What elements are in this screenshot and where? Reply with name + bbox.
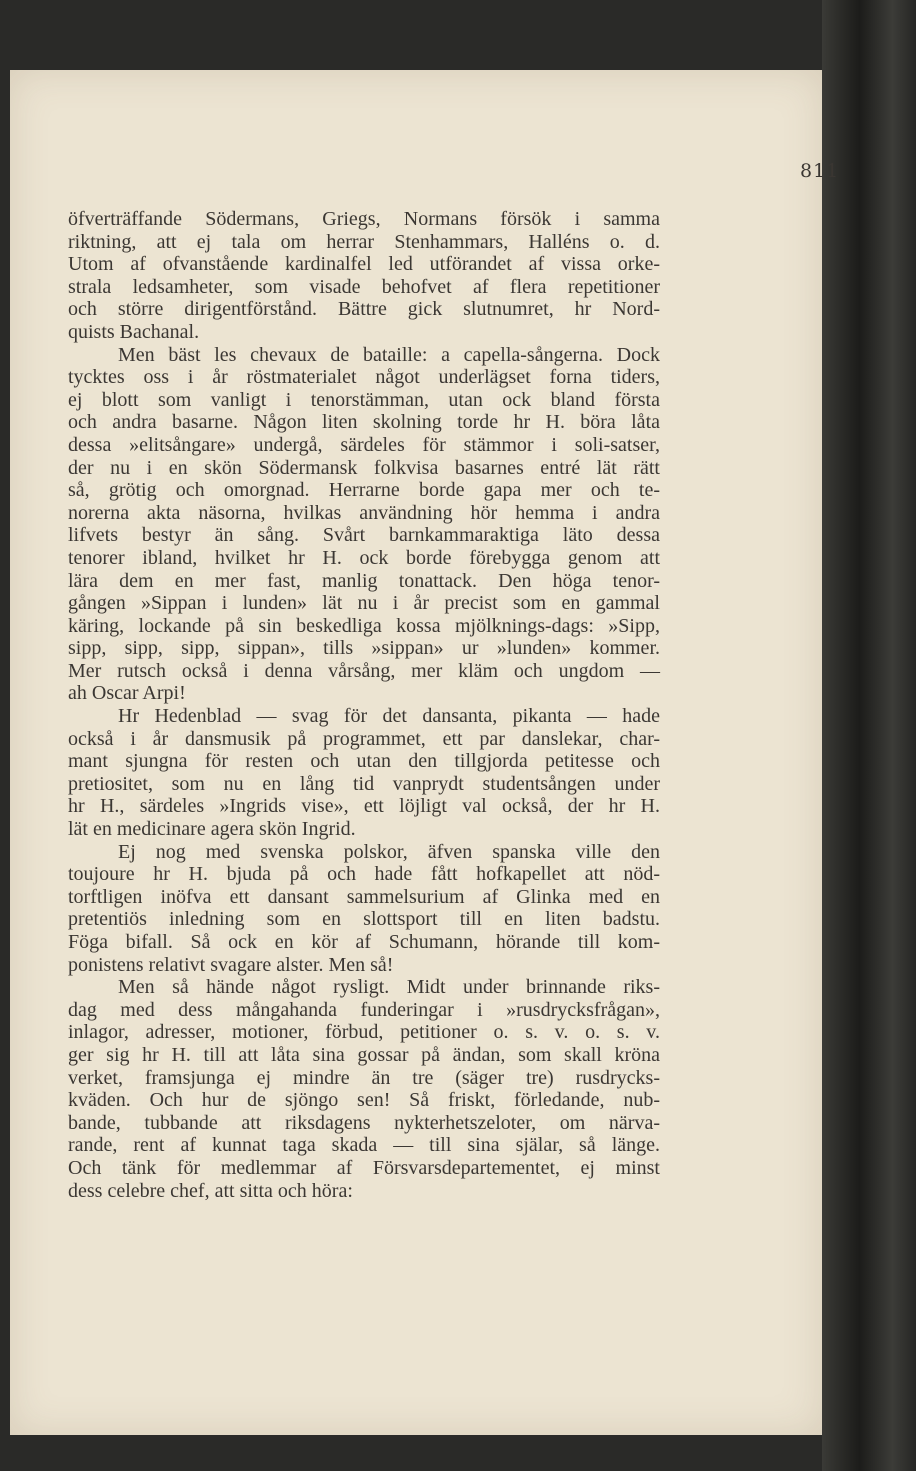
text-line: och andra basarne. Någon liten skolning torde hr H. böra låta (68, 411, 660, 434)
text-line: riktning, att ej tala om herrar Stenhammars, Halléns o. d. (68, 230, 660, 253)
page-number: 811 (800, 160, 840, 182)
text-line: toujoure hr H. bjuda på och hade fått hofkapellet att nöd- (68, 863, 660, 886)
text-line: Och tänk för medlemmar af Försvarsdepartementet, ej minst (68, 1156, 660, 1179)
text-line: käring, lockande på sin beskedliga kossa mjölknings-dags: »Sipp, (68, 614, 660, 637)
text-line: kväden. Och hur de sjöngo sen! Så friskt, förledande, nub- (68, 1089, 660, 1112)
text-line: tycktes oss i år röstmaterialet något underlägset forna tiders, (68, 366, 660, 389)
text-line: lät en medicinare agera skön Ingrid. (68, 818, 356, 841)
page-body-text (68, 208, 660, 1202)
text-line: pretentiös inledning som en slottsport till en liten badstu. (68, 908, 660, 931)
text-line: Mer rutsch också i denna vårsång, mer kläm och ungdom — (68, 659, 660, 682)
scan-background-edge (822, 0, 916, 1471)
text-line: Föga bifall. Så ock en kör af Schumann, hörande till kom- (68, 931, 660, 953)
text-line: dag med dess mångahanda funderingar i »rusdrycksfrågan», (68, 998, 660, 1021)
text-line: gången »Sippan i lunden» lät nu i år precist som en gammal (68, 592, 660, 615)
text-line: sipp, sipp, sipp, sippan», tills »sippan» ur »lunden» kommer. (68, 637, 660, 660)
text-line: inlagor, adresser, motioner, förbud, petitioner o. s. v. o. s. v. (68, 1021, 660, 1044)
text-line: norerna akta näsorna, hvilkas användning hör hemma i andra (68, 501, 660, 524)
text-line: torftligen inöfva ett dansant sammelsurium af Glinka med en (68, 885, 660, 908)
text-line: ponistens relativt svagare alster. Men så! (68, 953, 394, 976)
text-line: dess celebre chef, att sitta och höra: (68, 1179, 353, 1202)
text-line: rande, rent af kunnat taga skada — till sina själar, så länge. (68, 1134, 660, 1157)
text-line: öfverträffande Södermans, Griegs, Normans försök i samma (68, 208, 660, 230)
text-line: quists Bachanal. (68, 320, 200, 343)
text-line: lära dem en mer fast, manlig tonattack. Den höga tenor- (68, 569, 660, 592)
text-line: tenorer ibland, hvilket hr H. ock borde förebygga genom att (68, 546, 660, 569)
text-line: och större dirigentförstånd. Bättre gick slutnumret, hr Nord- (68, 298, 660, 321)
text-line: hr H., särdeles »Ingrids vise», ett löjligt val också, der hr H. (68, 795, 660, 818)
text-line: strala ledsamheter, som visade behofvet af flera repetitioner (68, 275, 660, 298)
text-line: ej blott som vanligt i tenorstämman, utan ock bland första (68, 388, 660, 411)
text-line: Men bäst les chevaux de bataille: a capella-sångerna. Dock (118, 343, 660, 366)
text-line: mant sjungna för resten och utan den tillgjorda petitesse och (68, 750, 660, 773)
text-line: pretiositet, som nu en lång tid vanprydt studentsången under (68, 772, 660, 795)
text-line: Utom af ofvanstående kardinalfel led utförandet af vissa orke- (68, 253, 660, 276)
text-line: ger sig hr H. till att låta sina gossar på ändan, som skall kröna (68, 1043, 660, 1066)
text-line: Men så hände något rysligt. Midt under brinnande riks- (118, 976, 660, 999)
text-line: der nu i en skön Södermansk folkvisa basarnes entré lät rätt (68, 456, 660, 479)
text-line: lifvets bestyr än sång. Svårt barnkammaraktiga läto dessa (68, 524, 660, 547)
text-line: ah Oscar Arpi! (68, 682, 186, 705)
text-line: så, grötig och omorgnad. Herrarne borde gapa mer och te- (68, 479, 660, 502)
text-line: Ej nog med svenska polskor, äfven spanska ville den (118, 840, 660, 863)
text-line: också i år dansmusik på programmet, ett par danslekar, char- (68, 727, 660, 750)
text-line: verket, framsjunga ej mindre än tre (säger tre) rusdrycks- (68, 1066, 660, 1089)
text-line: bande, tubbande att riksdagens nykterhetszeloter, om närva- (68, 1111, 660, 1134)
text-line: dessa »elitsångare» undergå, särdeles för stämmor i soli-satser, (68, 433, 660, 456)
text-line: Hr Hedenblad — svag för det dansanta, pikanta — hade (118, 705, 660, 728)
